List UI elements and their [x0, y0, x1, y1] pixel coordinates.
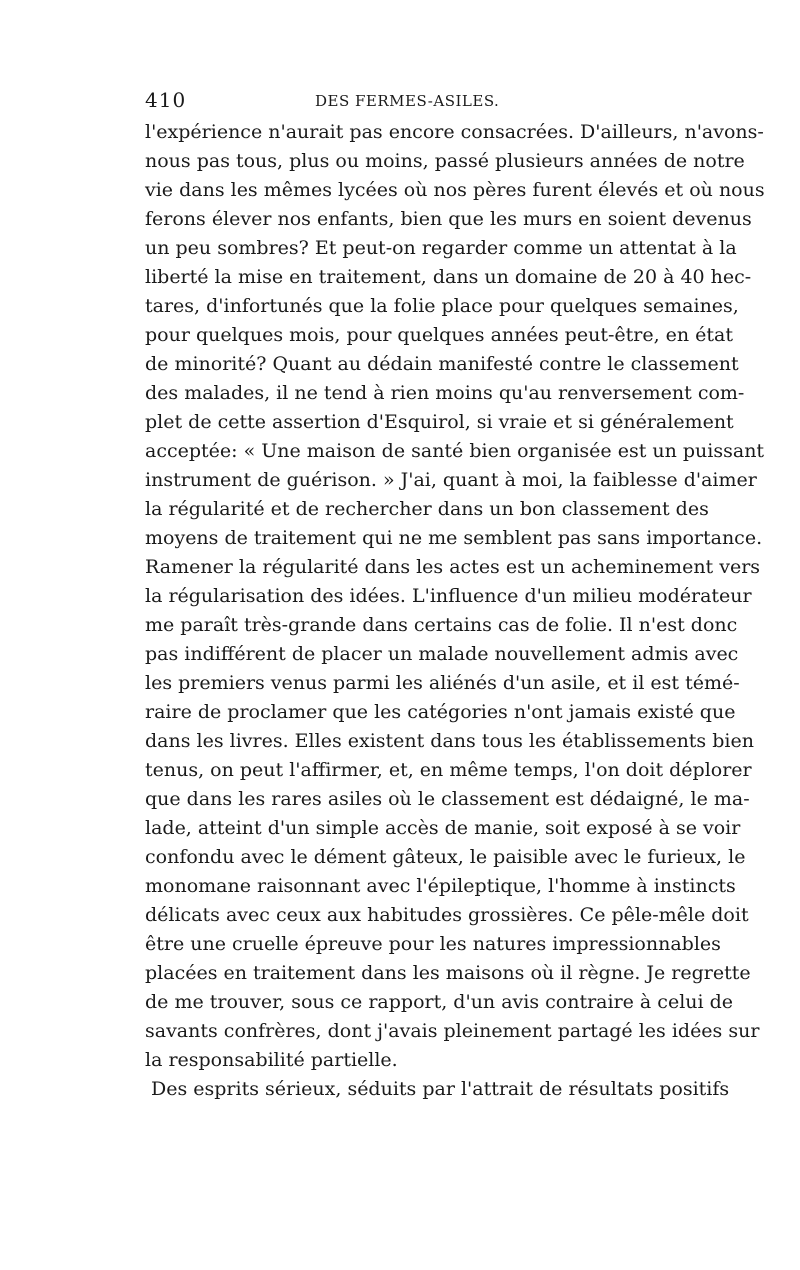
text-line: placées en traitement dans les maisons où il règne. Je regrette [145, 962, 751, 984]
text-line: monomane raisonnant avec l'épileptique, l'homme à instincts [145, 875, 736, 897]
text-line: liberté la mise en traitement, dans un domaine de 20 à 40 hec- [145, 266, 752, 288]
text-line: tares, d'infortunés que la folie place pour quelques semaines, [145, 295, 739, 317]
text-line: ferons élever nos enfants, bien que les murs en soient devenus [145, 208, 752, 230]
text-line: de me trouver, sous ce rapport, d'un avis contraire à celui de [145, 991, 734, 1013]
text-line: les premiers venus parmi les aliénés d'un asile, et il est témé- [145, 672, 740, 694]
text-line: des malades, il ne tend à rien moins qu'au renversement com- [145, 382, 745, 404]
text-line: me paraît très-grande dans certains cas de folie. Il n'est donc [145, 614, 738, 636]
text-line: dans les livres. Elles existent dans tous les établissements bien [145, 730, 754, 752]
text-line: moyens de traitement qui ne me semblent pas sans importance. [145, 527, 763, 549]
text-line: nous pas tous, plus ou moins, passé plusieurs années de notre [145, 150, 745, 172]
text-line: pas indifférent de placer un malade nouvellement admis avec [145, 643, 739, 665]
page-number: 410 [145, 88, 187, 112]
running-title: DES FERMES-ASILES. [315, 92, 500, 110]
text-line: vie dans les mêmes lycées où nos pères furent élevés et où nous [145, 179, 765, 201]
text-line: l'expérience n'aurait pas encore consacrées. D'ailleurs, n'avons- [145, 121, 764, 143]
text-line: la régularisation des idées. L'influence d'un milieu modérateur [145, 585, 752, 607]
text-line: savants confrères, dont j'avais pleinement partagé les idées sur [145, 1020, 760, 1042]
text-line: acceptée: « Une maison de santé bien organisée est un puissant [145, 440, 765, 462]
text-line: délicats avec ceux aux habitudes grossières. Ce pêle-mêle doit [145, 904, 749, 926]
text-line: Ramener la régularité dans les actes est un acheminement vers [145, 556, 761, 578]
text-line: raire de proclamer que les catégories n'ont jamais existé que [145, 701, 736, 723]
text-line: confondu avec le dément gâteux, le paisible avec le furieux, le [145, 846, 746, 868]
text-line: plet de cette assertion d'Esquirol, si vraie et si généralement [145, 411, 734, 433]
running-head [145, 88, 685, 112]
text-line: tenus, on peut l'affirmer, et, en même temps, l'on doit déplorer [145, 759, 752, 781]
text-line: lade, atteint d'un simple accès de manie, soit exposé à se voir [145, 817, 741, 839]
paragraph-end-line: la responsabilité partielle. [145, 1049, 398, 1071]
text-line: instrument de guérison. » J'ai, quant à moi, la faiblesse d'aimer [145, 469, 757, 491]
text-line: Des esprits sérieux, séduits par l'attrait de résultats positifs [151, 1078, 730, 1100]
text-line: que dans les rares asiles où le classement est dédaigné, le ma- [145, 788, 750, 810]
text-line: la régularité et de rechercher dans un bon classement des [145, 498, 709, 520]
text-line: être une cruelle épreuve pour les natures impressionnables [145, 933, 721, 955]
text-line: pour quelques mois, pour quelques années peut-être, en état [145, 324, 734, 346]
body-text [145, 118, 765, 1104]
text-line: un peu sombres? Et peut-on regarder comme un attentat à la [145, 237, 737, 259]
text-line: de minorité? Quant au dédain manifesté contre le classement [145, 353, 739, 375]
